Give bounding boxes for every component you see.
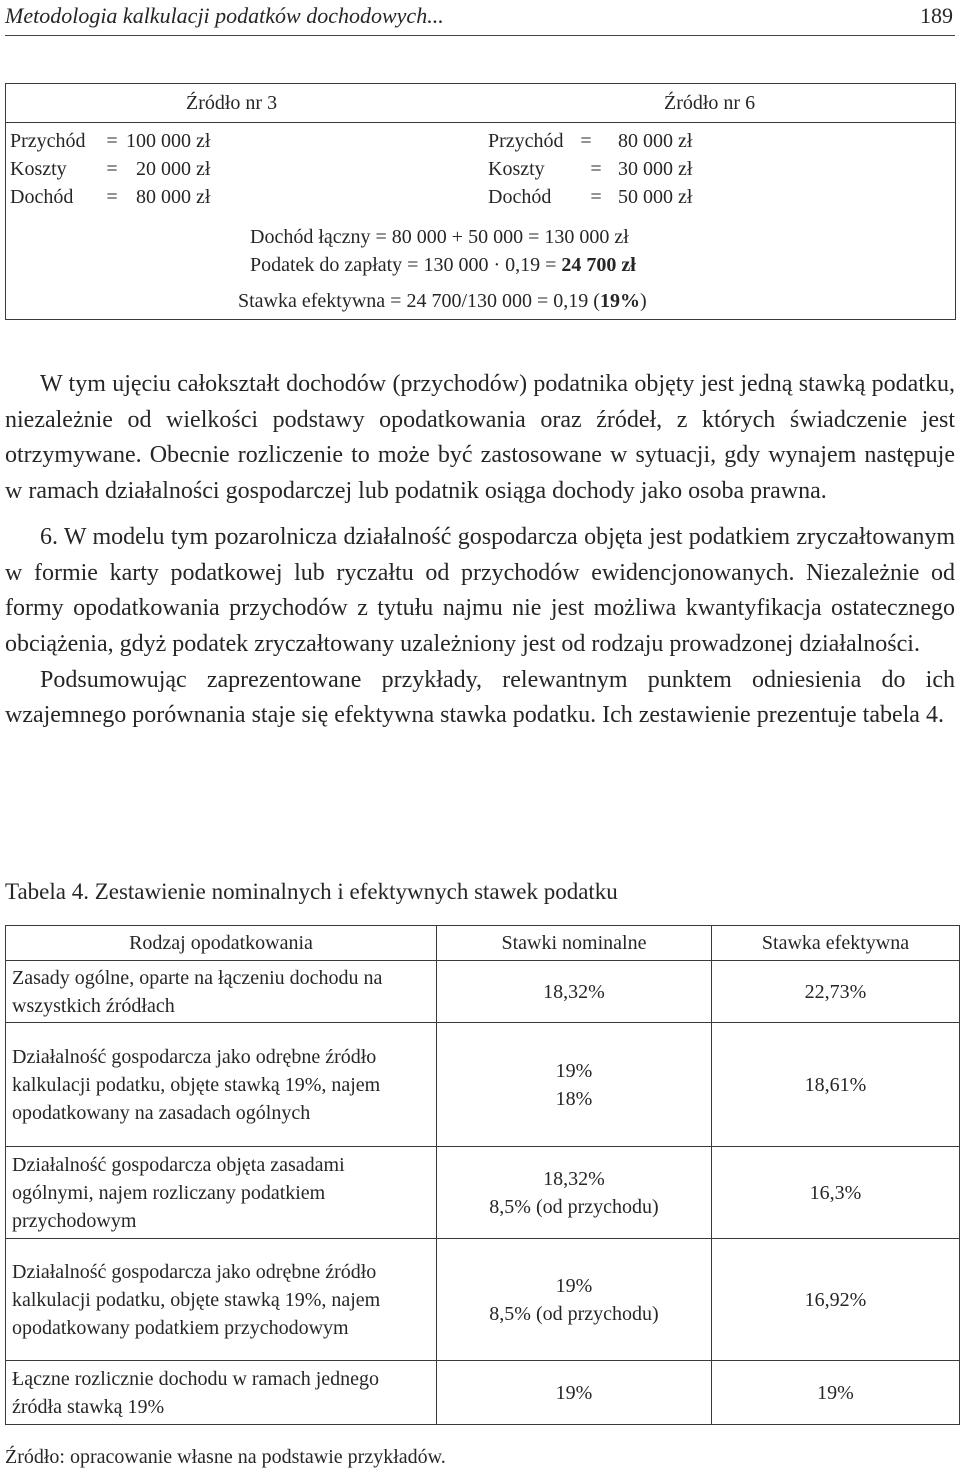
equals-sign: = (590, 158, 602, 180)
source-a-value: 20 000 zł (136, 158, 211, 180)
equals-sign: = (106, 130, 118, 152)
effective-rate-cell: 19% (712, 1361, 960, 1425)
nominal-rate: 8,5% (od przychodu) (489, 1195, 659, 1218)
equals-sign: = (106, 186, 118, 208)
column-header: Stawka efektywna (712, 926, 960, 961)
table-header-row (6, 926, 960, 961)
header-divider (5, 35, 955, 36)
effective-rate-cell: 16,3% (712, 1147, 960, 1239)
nominal-rate: 19% (555, 1274, 593, 1297)
table-caption: Tabela 4. Zestawienie nominalnych i efektywnych stawek podatku (5, 879, 618, 904)
column-header: Rodzaj opodatkowania (6, 926, 437, 961)
taxation-kind-cell: Działalność gospodarcza jako odrębne źródło kalkulacji podatku, objęte stawką 19%, najem opodatkowany na zasadach ogólnych (6, 1023, 437, 1147)
tax-due-line (250, 251, 636, 279)
source-a-label: Przychód (10, 130, 86, 152)
total-income-line: Dochód łączny = 80 000 + 50 000 = 130 000 zł (250, 226, 629, 248)
nominal-rate: 8,5% (od przychodu) (489, 1302, 659, 1325)
nominal-rate-cell (437, 1361, 712, 1425)
source-a-heading: Źródło nr 3 (186, 92, 278, 114)
equals-sign: = (590, 186, 602, 208)
equals-sign: = (106, 158, 118, 180)
source-b-label: Przychód (488, 130, 564, 152)
tax-due-result: 24 700 zł (561, 254, 636, 276)
calculation-example-box (5, 83, 956, 320)
effective-rate-line (238, 287, 647, 315)
equals-sign: = (580, 130, 592, 152)
table-row (6, 1239, 960, 1361)
nominal-rate-cell (437, 1239, 712, 1361)
taxation-kind-cell: Łączne rozlicznie dochodu w ramach jednego źródła stawką 19% (6, 1361, 437, 1425)
effective-rate-suffix: ) (639, 290, 647, 312)
nominal-rate: 18,32% (543, 1167, 605, 1190)
source-b-label: Koszty (488, 158, 545, 180)
taxation-kind-cell: Działalność gospodarcza objęta zasadami ogólnymi, najem rozliczany podatkiem przychodowym (6, 1147, 437, 1239)
source-a-label: Dochód (10, 186, 74, 208)
source-b-label: Dochód (488, 186, 552, 208)
source-a-value: 80 000 zł (136, 186, 211, 208)
taxation-kind-cell: Działalność gospodarcza jako odrębne źródło kalkulacji podatku, objęte stawką 19%, najem opodatkowany podatkiem przychodowym (6, 1239, 437, 1361)
effective-rate-cell: 18,61% (712, 1023, 960, 1147)
nominal-rate-cell (437, 1023, 712, 1147)
nominal-rate: 19% (555, 1381, 593, 1404)
source-a-value: 100 000 zł (126, 130, 211, 152)
paragraph: 6. W modelu tym pozarolnicza działalność gospodarcza objęta jest podatkiem zryczałtowanym w formie karty podatkowej lub ryczałtu od przychodów ewidencjonowanych. Niezależnie od formy opodatkowania przychodów z tytułu najmu nie jest możliwa kwantyfikacja ostatecznego obciążenia, gdyż podatek zryczałtowany uzależniony jest od rodzaju prowadzonej działalności. (5, 523, 955, 657)
body-text (5, 367, 955, 734)
table-source-note: Źródło: opracowanie własne na podstawie przykładów. (5, 1446, 446, 1468)
source-b-value: 30 000 zł (618, 158, 693, 180)
effective-rate-result: 19% (599, 290, 640, 312)
box-header-divider (6, 122, 955, 123)
effective-rate-cell: 22,73% (712, 961, 960, 1023)
source-b-value: 80 000 zł (618, 130, 693, 152)
nominal-rate: 18% (555, 1087, 593, 1110)
source-b-heading: Źródło nr 6 (664, 92, 756, 114)
page-number: 189 (920, 3, 953, 28)
rates-table (5, 925, 960, 1425)
table-row (6, 1023, 960, 1147)
nominal-rate: 18,32% (543, 980, 605, 1003)
column-header: Stawki nominalne (437, 926, 712, 961)
nominal-rate-cell (437, 1147, 712, 1239)
source-a-label: Koszty (10, 158, 67, 180)
running-head (5, 0, 955, 34)
effective-rate-text: Stawka efektywna = 24 700/130 000 = 0,19 ( (238, 290, 600, 312)
table-row (6, 1147, 960, 1239)
nominal-rate-cell (437, 961, 712, 1023)
paragraph: W tym ujęciu całokształt dochodów (przychodów) podatnika objęty jest jedną stawką podatku, niezależnie od wielkości podstawy opodatkowania oraz źródeł, z których świadczenie jest otrzymywane. Obecnie rozliczenie to może być zastosowane w sytuacji, gdy wynajem następuje w ramach działalności gospodarczej lub podatnik osiąga dochody jako osoba prawna. (5, 371, 955, 505)
taxation-kind-cell: Zasady ogólne, oparte na łączeniu dochodu na wszystkich źródłach (6, 961, 437, 1023)
table-row (6, 1361, 960, 1425)
running-head-title: Metodologia kalkulacji podatków dochodowych... (5, 3, 444, 28)
tax-due-text: Podatek do zapłaty = 130 000 · 0,19 = (250, 254, 562, 276)
effective-rate-cell: 16,92% (712, 1239, 960, 1361)
paragraph: Podsumowując zaprezentowane przykłady, relewantnym punktem odniesienia do ich wzajemnego porównania staje się efektywna stawka podatku. Ich zestawienie prezentuje tabela 4. (5, 666, 955, 729)
table-row (6, 961, 960, 1023)
source-b-value: 50 000 zł (618, 186, 693, 208)
nominal-rate: 19% (555, 1059, 593, 1082)
